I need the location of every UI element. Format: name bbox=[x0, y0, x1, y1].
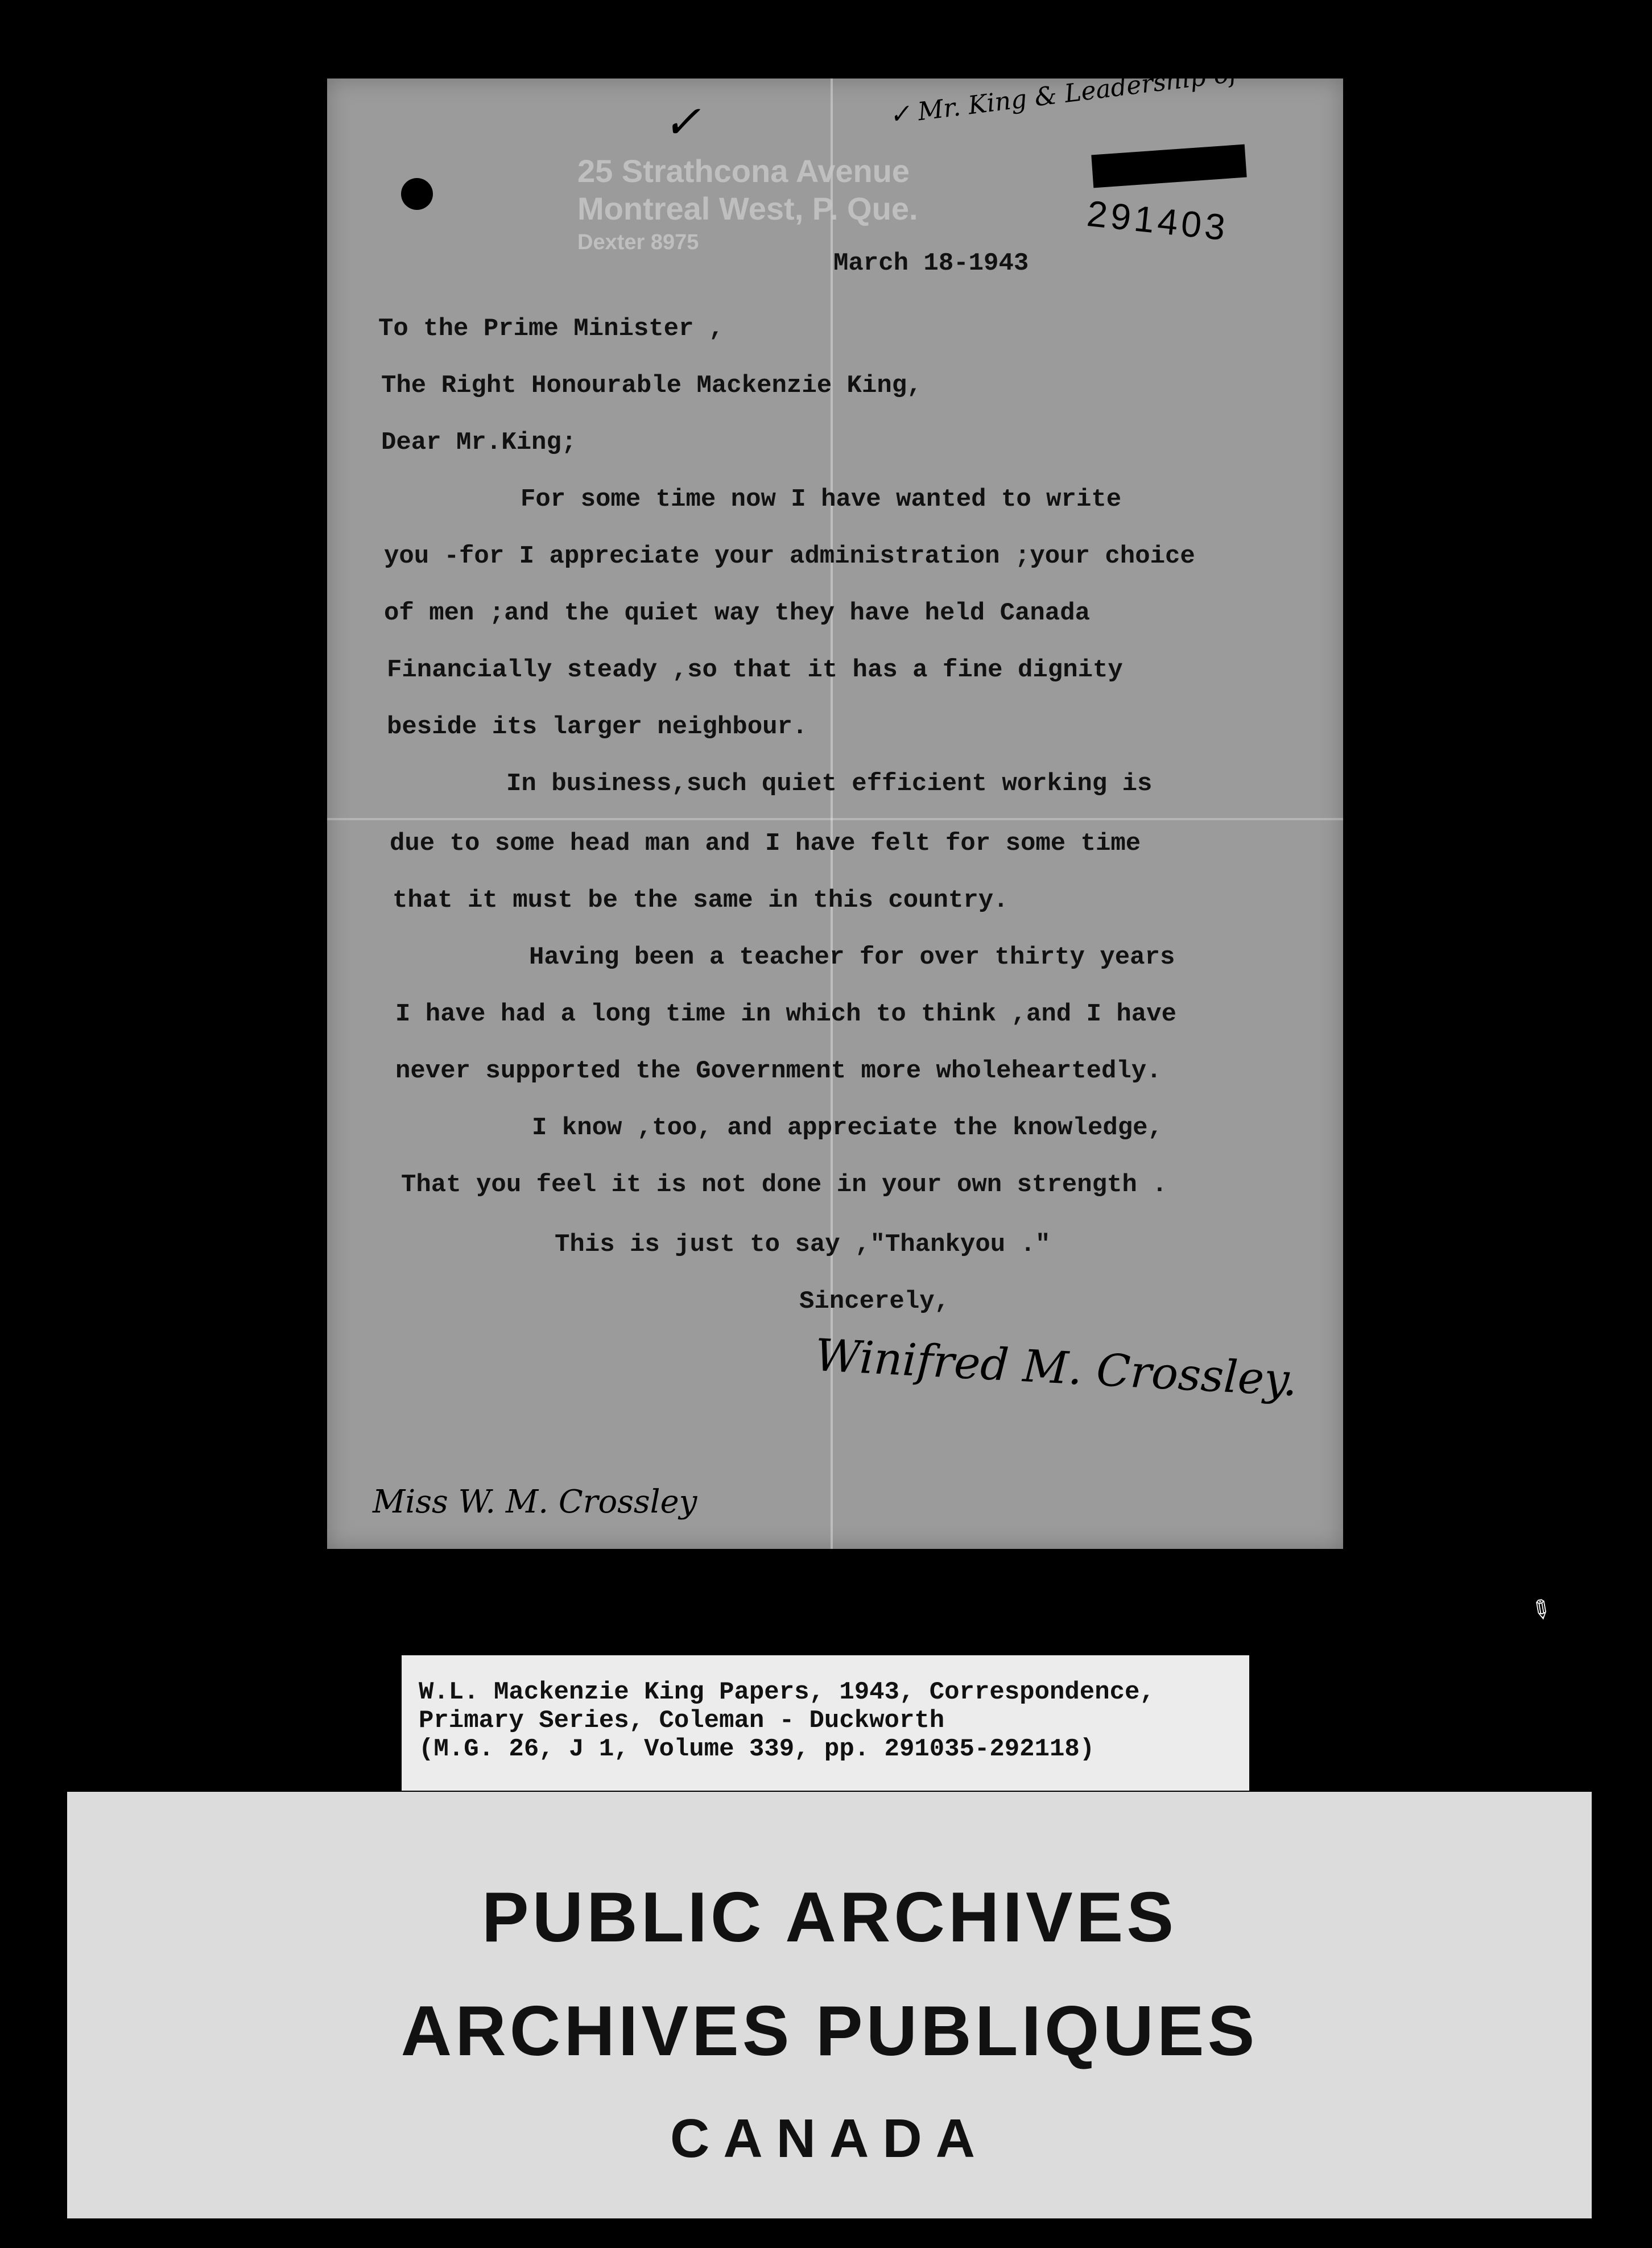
handwritten-annotation: ✓ Mr. King & Leadership of bbox=[887, 58, 1240, 130]
letter-line: To the Prime Minister , bbox=[378, 315, 724, 343]
letter-line: of men ;and the quiet way they have held Canada bbox=[384, 599, 1091, 627]
letter-line: you -for I appreciate your administration ;your choice bbox=[384, 542, 1195, 571]
archives-title-en: PUBLIC ARCHIVES bbox=[481, 1878, 1178, 1957]
letter-line: beside its larger neighbour. bbox=[387, 713, 808, 741]
letter-closing: Sincerely, bbox=[799, 1287, 950, 1316]
letterhead-city: Montreal West, P. Que. bbox=[577, 191, 918, 226]
reference-label bbox=[402, 1655, 1249, 1791]
letter-line: that it must be the same in this country. bbox=[393, 886, 1009, 915]
letter-line: I have had a long time in which to think ,and I have bbox=[395, 1000, 1177, 1028]
letter-line: due to some head man and I have felt for some time bbox=[390, 829, 1141, 858]
handwritten-name-note: Miss W. M. Crossley bbox=[373, 1483, 697, 1520]
letter-line: never supported the Government more wholeheartedly. bbox=[395, 1057, 1162, 1085]
letter-line: Dear Mr.King; bbox=[381, 428, 577, 457]
letterhead-phone: Dexter 8975 bbox=[577, 230, 699, 254]
letterhead bbox=[577, 152, 918, 257]
letter-line: The Right Honourable Mackenzie King, bbox=[381, 371, 922, 400]
page-number-stamp: 291403 bbox=[1085, 192, 1231, 249]
archives-country: CANADA bbox=[670, 2108, 989, 2169]
check-mark: ✓ bbox=[663, 96, 701, 148]
punch-hole bbox=[401, 178, 433, 210]
signature: Winifred M. Crossley. bbox=[813, 1330, 1299, 1407]
letter-line: I know ,too, and appreciate the knowledge, bbox=[532, 1114, 1163, 1142]
scan-artifact-icon: ✎ bbox=[1523, 1592, 1558, 1628]
letter-date: March 18-1943 bbox=[833, 249, 1029, 278]
redaction-bar bbox=[1091, 144, 1246, 188]
letter-line: That you feel it is not done in your own strength . bbox=[401, 1171, 1167, 1199]
letter-line: Financially steady ,so that it has a fine dignity bbox=[387, 656, 1123, 684]
fold-crease-vertical bbox=[831, 78, 833, 1549]
archives-label bbox=[67, 1792, 1592, 2218]
letterhead-street: 25 Strathcona Avenue bbox=[577, 153, 910, 189]
archives-title-fr: ARCHIVES PUBLIQUES bbox=[400, 1992, 1258, 2071]
reference-line: W.L. Mackenzie King Papers, 1943, Correspondence, bbox=[419, 1678, 1155, 1706]
reference-line: Primary Series, Coleman - Duckworth bbox=[419, 1706, 945, 1735]
letter-page bbox=[327, 58, 1343, 1549]
letter-line: In business,such quiet efficient working is bbox=[506, 770, 1153, 798]
letter-line: For some time now I have wanted to write bbox=[521, 485, 1122, 514]
letter-line: This is just to say ,"Thankyou ." bbox=[555, 1230, 1051, 1259]
reference-line: (M.G. 26, J 1, Volume 339, pp. 291035-292118) bbox=[419, 1735, 1095, 1763]
fold-crease-horizontal bbox=[327, 818, 1343, 820]
letter-line: Having been a teacher for over thirty years bbox=[529, 943, 1175, 972]
